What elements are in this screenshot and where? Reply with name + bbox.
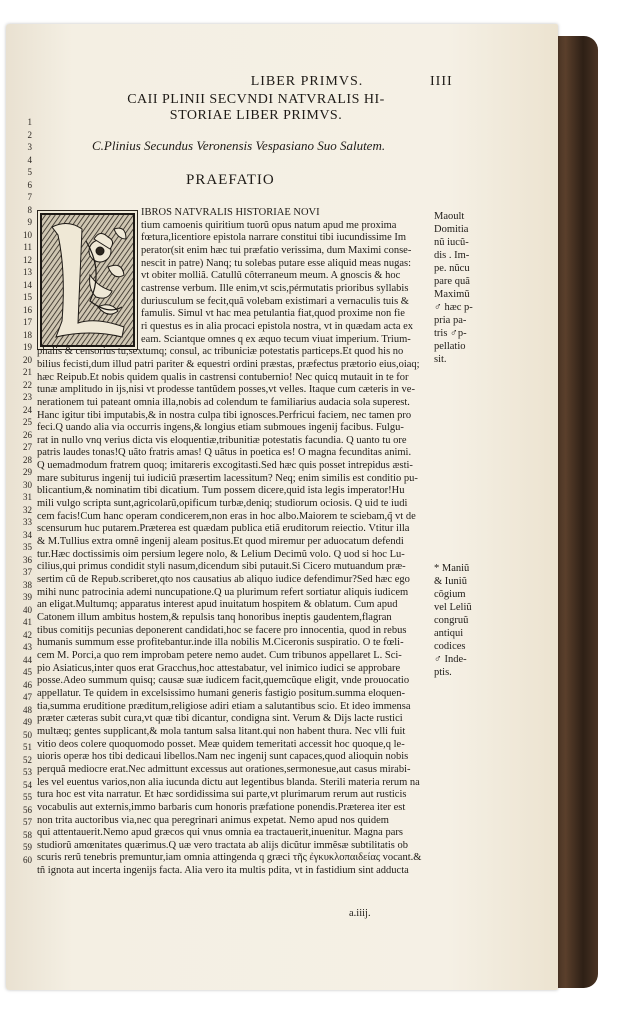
text-line: tur.Hæc doctissimis oim persium legere nolo, & Lelium Decimũ volo. Q uod si hoc Lu- <box>37 548 405 560</box>
margin-note-line: ♂ Inde- <box>434 654 467 665</box>
text-line: tia,summa eruditione præditum,religiose adiri etiam a salutantibus scio. Et ideo immensa <box>37 700 411 712</box>
line-number: 29 <box>23 467 32 477</box>
text-line: nerationem tui pateant omnia illa,nobis ad colendum te familiarius audacia sola superest. <box>37 396 410 408</box>
line-number: 2 <box>27 129 32 140</box>
text-line: appellatur. Te quidem in excelsissimo humani generis fastigio positum.summa eloquen- <box>37 687 405 699</box>
text-line: mili vulgo scripta sunt,agricolarũ,opificum turbæ,deniq; studiorum ociosis. Q uid te iudi <box>37 498 408 510</box>
line-number: 53 <box>23 767 32 777</box>
text-line: nescit in patre) Nanq; tu solebas putare esse aliquid meas nugas: <box>141 257 412 269</box>
text-line: les vel euentus varios,non alia iucunda dictu aut legentibus blanda. Sterili materia rerum na <box>37 776 420 788</box>
line-number: 48 <box>23 704 32 715</box>
text-line: præter cæteras subit cura,vt quæ tibi dicantur, condigna sint. Verum & Dijs lacte rustici <box>37 713 403 725</box>
line-number: 44 <box>23 654 32 665</box>
line-number: 40 <box>23 604 32 615</box>
margin-note-line: pe. nũcu <box>434 263 470 274</box>
text-line: studiorũ amœnitates quærimus.Q uæ vero tractata ab alijs dicũtur immẽsæ subtilitatis ob <box>37 839 408 851</box>
line-number: 15 <box>23 292 32 302</box>
margin-note-line: codices <box>434 641 466 652</box>
line-number: 25 <box>23 417 32 427</box>
line-number: 34 <box>23 529 32 540</box>
text-line: Q uemadmodum fratrem quoq; imitareris excogitasti.Sed hæc quis posset intrepidus æsti- <box>37 460 413 472</box>
title-line: CAII PLINII SECVNDI NATVRALIS HI- <box>127 92 385 107</box>
margin-note <box>434 210 473 366</box>
text-line: bilius fecisti,dum illud patri pariter & equestri ordini præstas, præfectus prætorio eius,oiaq; <box>37 358 420 370</box>
margin-note-line: * Maniũ <box>434 563 470 574</box>
text-line: tium camoenis quiritium tuorũ opus natum apud me proxima <box>141 219 397 231</box>
line-number: 4 <box>27 154 32 165</box>
margin-note-line: Maoult <box>434 211 465 222</box>
line-number: 60 <box>23 854 32 865</box>
line-number: 31 <box>23 492 32 502</box>
line-number: 9 <box>27 217 32 227</box>
text-line: duriusculum se fecit,quã volebam existimari a vernaculis tuis & <box>141 295 409 307</box>
line-number: 16 <box>23 304 32 315</box>
text-line: tunæ amplitudo in ijs,nisi vt prodesse tantũdem posses,vt velles. Itaque cum cæteris in ve- <box>37 384 415 396</box>
text-line: ri questus es in alia procaci epistola nostra, vt in quædam acta ex <box>141 320 414 332</box>
line-number: 6 <box>27 179 32 190</box>
line-number: 36 <box>23 554 32 565</box>
line-number: 37 <box>23 567 32 577</box>
line-number: 14 <box>23 279 32 290</box>
line-number: 19 <box>23 342 32 352</box>
line-number: 26 <box>23 429 32 440</box>
line-number: 21 <box>23 367 32 377</box>
text-line: humanis summum esse profitebantur.inde illa nobilis M.Ciceronis suspiratio. O te fœli- <box>37 637 404 649</box>
text-line: scensurum huc putarem.Præterea est quædam publica etiã eruditorum reiectio. Vtitur illa <box>37 523 410 535</box>
margin-note-line: Domitia <box>434 224 469 235</box>
text-line: an eligat.Multumq; apparatus interest apud inuitatum hospitem & oblatum. Cum apud <box>37 599 398 611</box>
line-number: 18 <box>23 329 32 340</box>
line-number: 23 <box>23 392 32 402</box>
text-line: patris laudes tonas!Q uãto fratris amas! Q uãtus in poetica es! O magna fecunditas animi. <box>37 447 412 459</box>
text-line: mihi nunc patrocinia ademi nuncupatione.Q ua plurimum refert sortiatur aliquis iudicem <box>37 586 409 598</box>
line-number: 10 <box>23 229 32 240</box>
line-number: 28 <box>23 454 32 465</box>
margin-note-line: sit. <box>434 354 447 365</box>
margin-note-line: pellatio <box>434 341 466 352</box>
line-number: 41 <box>23 617 32 627</box>
text-line: vocabulis aut externis,immo barbaris cum honoris præfatione ponendis.Præterea iter est <box>37 801 406 813</box>
margin-note-line: ptis. <box>434 667 452 678</box>
line-number: 32 <box>23 504 32 515</box>
margin-note-line: vel Leliũ <box>434 602 472 613</box>
margin-note-line: Maximũ <box>434 289 470 300</box>
text-line: qui attentauerit.Nemo apud græcos qui vnus omnia ea tractauerit,inuenitur. Magna pars <box>37 827 403 839</box>
text-line: scuris rerũ tenebris premuntur,iam omnia attingenda q græci τῆς ἐγκυκλοπαιδείας vocant.& <box>37 852 422 864</box>
line-number: 59 <box>23 842 32 852</box>
dedication-line: C.Plinius Secundus Veronensis Vespasiano Suo Salutem. <box>92 138 386 153</box>
text-line: multæq; gentes supplicant,& mola tantum salsa litant.qui non habent thura. Nec vlli fuit <box>37 725 406 737</box>
margin-note-line: congruũ <box>434 615 469 626</box>
text-line: feci.Q uando alia via occurris ingens,& longius etiam submoues ingenij facibus. Fulgu- <box>37 422 404 434</box>
text-line: cem M. Porci,a quo rem improbam petere nemo audet. Cum tribunos appellaret L. Sci- <box>37 649 402 661</box>
line-number: 35 <box>23 542 32 552</box>
margin-note-line: cõgium <box>434 589 466 600</box>
line-number: 47 <box>23 692 32 702</box>
text-line: rat in nullo vnq verius dicta vis eloquentiæ,tribunitiæ potestatis facundia. Q uanto tu ore <box>37 434 407 446</box>
signature-mark: a.iiij. <box>349 908 371 919</box>
line-number: 22 <box>23 379 32 390</box>
text-line: tñ ignota aut incerta ingenijs facta. Alia vero ita multis pdita, vt in fastidium sint adducta <box>37 865 409 877</box>
line-number: 12 <box>23 254 32 265</box>
margin-note <box>434 562 472 679</box>
margin-note-line: antiqui <box>434 628 464 639</box>
line-number: 54 <box>23 779 32 790</box>
line-number: 42 <box>23 629 32 640</box>
text-line: blicantium,& nominatim tibi dicatium. Tum possem dicere,quid ista legis imperator!Hu <box>37 485 405 497</box>
margin-note-line: dis . Im- <box>434 250 470 261</box>
text-line: mare subiturus ingenij tui iudiciũ præsertim lacessitum? Neq; enim similis est conditio pu- <box>37 472 418 484</box>
text-line: cilius,qui primus condidit styli nasum,dicendum sibi putauit.Si Cicero mutuandum præ- <box>37 561 406 573</box>
line-number: 5 <box>27 167 32 177</box>
book-page <box>6 24 558 990</box>
text-line: vt obiter molliã. Catullũ côterraneum meum. A gnoscis & hoc <box>141 270 401 282</box>
line-number: 11 <box>23 242 32 252</box>
running-head: LIBER PRIMVS. <box>250 74 364 89</box>
text-line: fœtura,licentiore epistola narrare constitui tibi iucundissime Im <box>141 232 407 244</box>
line-number: 20 <box>23 354 32 365</box>
text-line: IBROS NATVRALIS HISTORIAE NOVI <box>141 207 320 218</box>
folio-number: IIII <box>430 74 453 89</box>
text-line: uioris operæ hos tibi dedicaui libellos.Nam nec ingenij sunt capaces,quod alioquin nobis <box>37 751 409 763</box>
text-line: & M.Tullius extra omnẽ ingenij aleam positus.Et quod miremur per aduocatum defendi <box>37 536 404 548</box>
text-line: tibus comitijs pecunias deponerent candidati,hoc se facere pro innocentia, quod in rebus <box>37 624 407 636</box>
margin-note-line: & Iuniũ <box>434 576 467 587</box>
line-number: 17 <box>23 317 32 327</box>
text-line: castrense verbum. Ille enim,vt scis,pérmutatis prioribus syllabis <box>141 282 409 294</box>
margin-note-line: tris ♂p- <box>434 328 467 339</box>
line-number: 1 <box>27 117 32 127</box>
text-line: sertim cũ de Repub.scriberet,qto nos causatius ab aliquo iudice defendimur?Sed hæc ego <box>37 574 410 586</box>
text-line: perator(sit enim hæc tui præfatio verissima, dum Maximi conse- <box>141 244 412 256</box>
line-number: 39 <box>23 592 32 602</box>
line-number: 58 <box>23 829 32 840</box>
text-line: vitio deos colere quoquomodo posset. Meæ quidem temeritati accessit hoc quoque,q le- <box>37 738 405 750</box>
line-numbers <box>10 116 32 866</box>
margin-note-line: ♂ hæc p- <box>434 302 473 313</box>
line-number: 55 <box>23 792 32 802</box>
line-number: 50 <box>23 729 32 740</box>
line-number: 13 <box>23 267 32 277</box>
margin-note-line: nũ iucũ- <box>434 237 469 248</box>
title-line: STORIAE LIBER PRIMVS. <box>169 108 343 123</box>
line-number: 56 <box>23 804 32 815</box>
text-line: posse.Adeo summum quisq; causæ suæ iudicem facit,quemcũque eligit, vnde prouocatio <box>37 675 410 687</box>
text-line: hæc Reipub.Et nobis quidem qualis in castrensi contubernio! Nec quicq mutauit in te for <box>37 371 409 383</box>
line-number: 46 <box>23 679 32 690</box>
text-line: perquã mediocre erat.Nec admittunt excessus aut orationes,sermonesue,aut casus mirabi- <box>37 763 411 775</box>
line-number: 8 <box>27 204 32 215</box>
text-line: famulis. Simul vt hac mea petulantia fiat,quod proxime non fie <box>141 308 405 320</box>
line-number: 30 <box>23 479 32 490</box>
text-line: cem facis!Cum hanc operam condicerem,non eras in hoc albo.Maiorem te sciebam,q̃ vt de <box>37 510 416 522</box>
chapter-title <box>91 92 421 124</box>
text-line: non trita auctoribus via,nec qua peregrinari animus expetat. Nemo apud nos quidem <box>37 814 389 826</box>
line-number: 7 <box>27 192 32 202</box>
line-number: 45 <box>23 667 32 677</box>
text-line: tura hoc est vita narratur. Et hæc sordidissima sui parte,vt plurimarum rerum aut rusticis <box>37 789 407 801</box>
margin-note-line: pare quã <box>434 276 470 287</box>
text-line: phalis & censorius tu,sextumq; consul, ac tribuniciæ potestatis particeps.Et quod his no <box>37 346 404 358</box>
line-number: 52 <box>23 754 32 765</box>
line-number: 57 <box>23 817 32 827</box>
line-number: 27 <box>23 442 32 452</box>
line-number: 3 <box>27 142 32 152</box>
line-number: 38 <box>23 579 32 590</box>
line-number: 33 <box>23 517 32 527</box>
text-line: pio Asiaticus,inter quos erat Gracchus,hoc attestabatur, vel inimico iudici se approbare <box>37 662 401 674</box>
text-line: Hanc igitur tibi imputabis,& in nostra culpa tibi ignosces.Perfricui faciem, nec tamen pro <box>37 409 412 421</box>
line-number: 51 <box>23 742 32 752</box>
section-heading: PRAEFATIO <box>186 172 275 188</box>
line-number: 43 <box>23 642 32 652</box>
text-line: eam. Sciantque omnes q ex æquo tecum viuat imperium. Trium- <box>141 333 411 345</box>
body-text <box>37 207 433 878</box>
margin-note-line: pria pa- <box>434 315 467 326</box>
line-number: 49 <box>23 717 32 727</box>
text-line: Catonem illum ambitus hostem,& repulsis tanq honoribus ineptis gaudentem,flagran <box>37 612 392 623</box>
line-number: 24 <box>23 404 32 415</box>
